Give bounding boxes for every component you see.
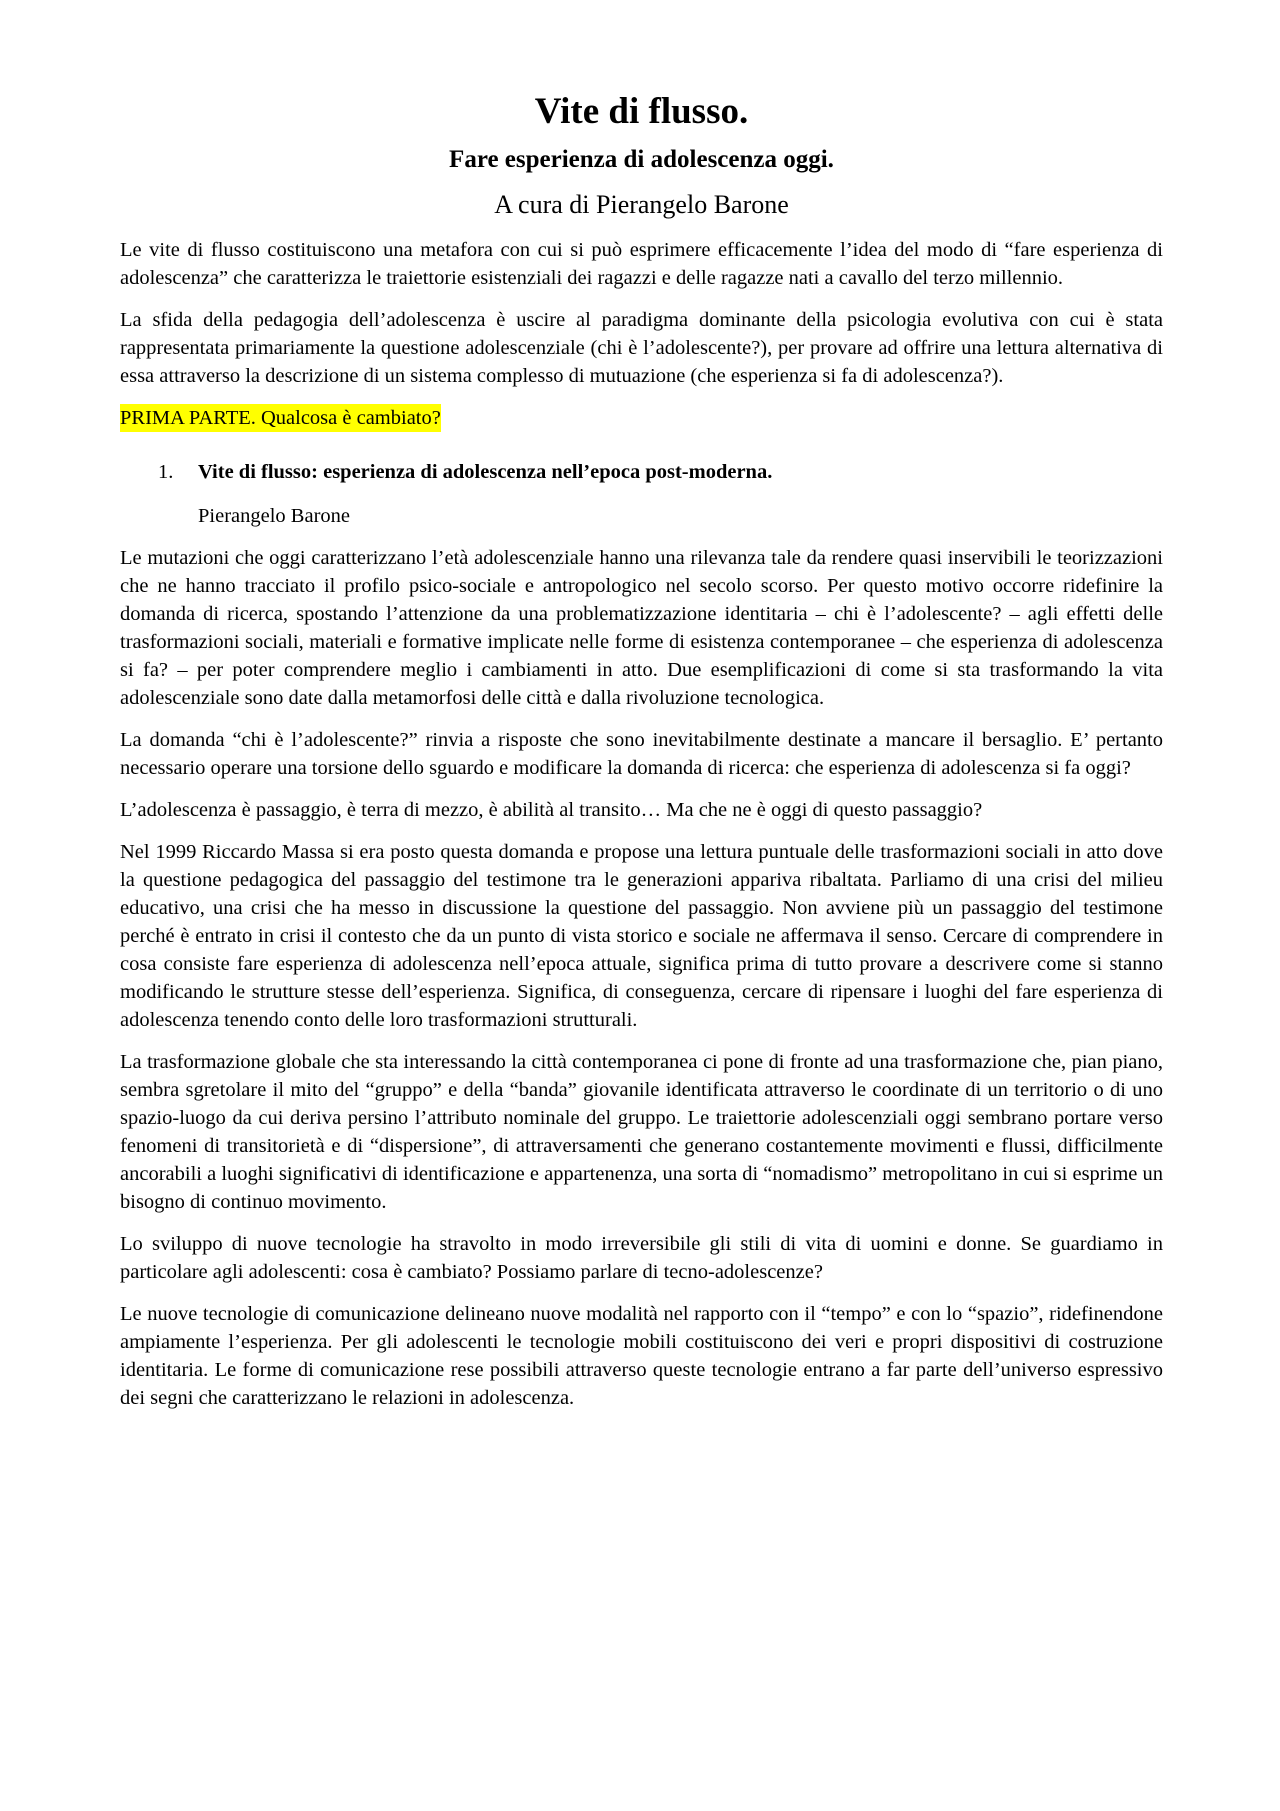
chapter-title: Vite di flusso: esperienza di adolescenza nell’epoca post-moderna. [198, 461, 773, 483]
part-heading: PRIMA PARTE. Qualcosa è cambiato? [120, 404, 441, 432]
document-subtitle: Fare esperienza di adolescenza oggi. [449, 146, 834, 173]
chapter-number: 1. [158, 461, 174, 483]
chapter-heading [120, 458, 1163, 486]
intro-paragraph-1: Le vite di flusso costituiscono una metafora con cui si può esprimere efficacemente l’idea del modo di “fare esperienza di adolescenza” che caratterizza le traiettorie esistenziali dei ragazzi e delle ragazze nati a cavallo del terzo millennio. [120, 239, 1163, 289]
body-paragraph-3: L’adolescenza è passaggio, è terra di mezzo, è abilità al transito… Ma che ne è oggi di questo passaggio? [120, 799, 983, 821]
body-paragraph-5: La trasformazione globale che sta interessando la città contemporanea ci pone di fronte ad una trasformazione che, pian piano, sembra sgretolare il mito del “gruppo” e della “banda” giovanile identificata attraverso le coordinate di un territorio o di uno spazio-luogo da cui deriva persino l’attributo nominale del gruppo. Le traiettorie adolescenziali oggi sembrano portare verso fenomeni di transitorietà e di “dispersione”, di attraversamenti che generano costantemente movimenti e flussi, difficilmente ancorabili a luoghi significativi di identificazione e appartenenza, una sorta di “nomadismo” metropolitano in cui si esprime un bisogno di continuo movimento. [120, 1051, 1163, 1213]
intro-paragraph-2: La sfida della pedagogia dell’adolescenza è uscire al paradigma dominante della psicologia evolutiva con cui è stata rappresentata primariamente la questione adolescenziale (chi è l’adolescente?), per provare ad offrire una lettura alternativa di essa attraverso la descrizione di un sistema complesso di mutuazione (che esperienza si fa di adolescenza?). [120, 309, 1163, 387]
body-paragraph-1: Le mutazioni che oggi caratterizzano l’età adolescenziale hanno una rilevanza tale da rendere quasi inservibili le teorizzazioni che ne hanno tracciato il profilo psico-sociale e antropologico nel secolo scorso. Per questo motivo occorre ridefinire la domanda di ricerca, spostando l’attenzione da una problematizzazione identitaria – chi è l’adolescente? – agli effetti delle trasformazioni sociali, materiali e formative implicate nelle forme di esistenza contemporanee – che esperienza di adolescenza si fa? – per poter comprendere meglio i cambiamenti in atto. Due esemplificazioni di come si sta trasformando la vita adolescenziale sono date dalla metamorfosi delle città e dalla rivoluzione tecnologica. [120, 547, 1163, 709]
body-paragraph-2: La domanda “chi è l’adolescente?” rinvia a risposte che sono inevitabilmente destinate a mancare il bersaglio. E’ pertanto necessario operare una torsione dello sguardo e modificare la domanda di ricerca: che esperienza di adolescenza si fa oggi? [120, 729, 1163, 779]
part-heading-row [120, 404, 1163, 446]
body-paragraph-4: Nel 1999 Riccardo Massa si era posto questa domanda e propose una lettura puntuale delle trasformazioni sociali in atto dove la questione pedagogica del passaggio del testimone tra le generazioni appariva ribaltata. Parliamo di una crisi del milieu educativo, una crisi che ha messo in discussione la questione del passaggio. Non avviene più un passaggio del testimone perché è entrato in crisi il contesto che da un punto di vista storico e sociale ne affermava il senso. Cercare di comprendere in cosa consiste fare esperienza di adolescenza nell’epoca attuale, significa prima di tutto provare a descrivere come si stanno modificando le strutture stesse dell’esperienza. Significa, di conseguenza, cercare di ripensare i luoghi del fare esperienza di adolescenza tenendo conto delle loro trasformazioni strutturali. [120, 841, 1163, 1031]
chapter-author: Pierangelo Barone [198, 505, 350, 527]
document-page [120, 0, 1163, 1426]
body-paragraph-7: Le nuove tecnologie di comunicazione delineano nuove modalità nel rapporto con il “tempo” e con lo “spazio”, ridefinendone ampiamente l’esperienza. Per gli adolescenti le tecnologie mobili costituiscono dei veri e propri dispositivi di costruzione identitaria. Le forme di comunicazione rese possibili attraverso queste tecnologie entrano a far parte dell’universo espressivo dei segni che caratterizzano le relazioni in adolescenza. [120, 1303, 1163, 1409]
body-paragraph-6: Lo sviluppo di nuove tecnologie ha stravolto in modo irreversibile gli stili di vita di uomini e donne. Se guardiamo in particolare agli adolescenti: cosa è cambiato? Possiamo parlare di tecno-adolescenze? [120, 1233, 1163, 1283]
document-curator: A cura di Pierangelo Barone [494, 190, 789, 219]
document-title: Vite di flusso. [534, 91, 749, 132]
